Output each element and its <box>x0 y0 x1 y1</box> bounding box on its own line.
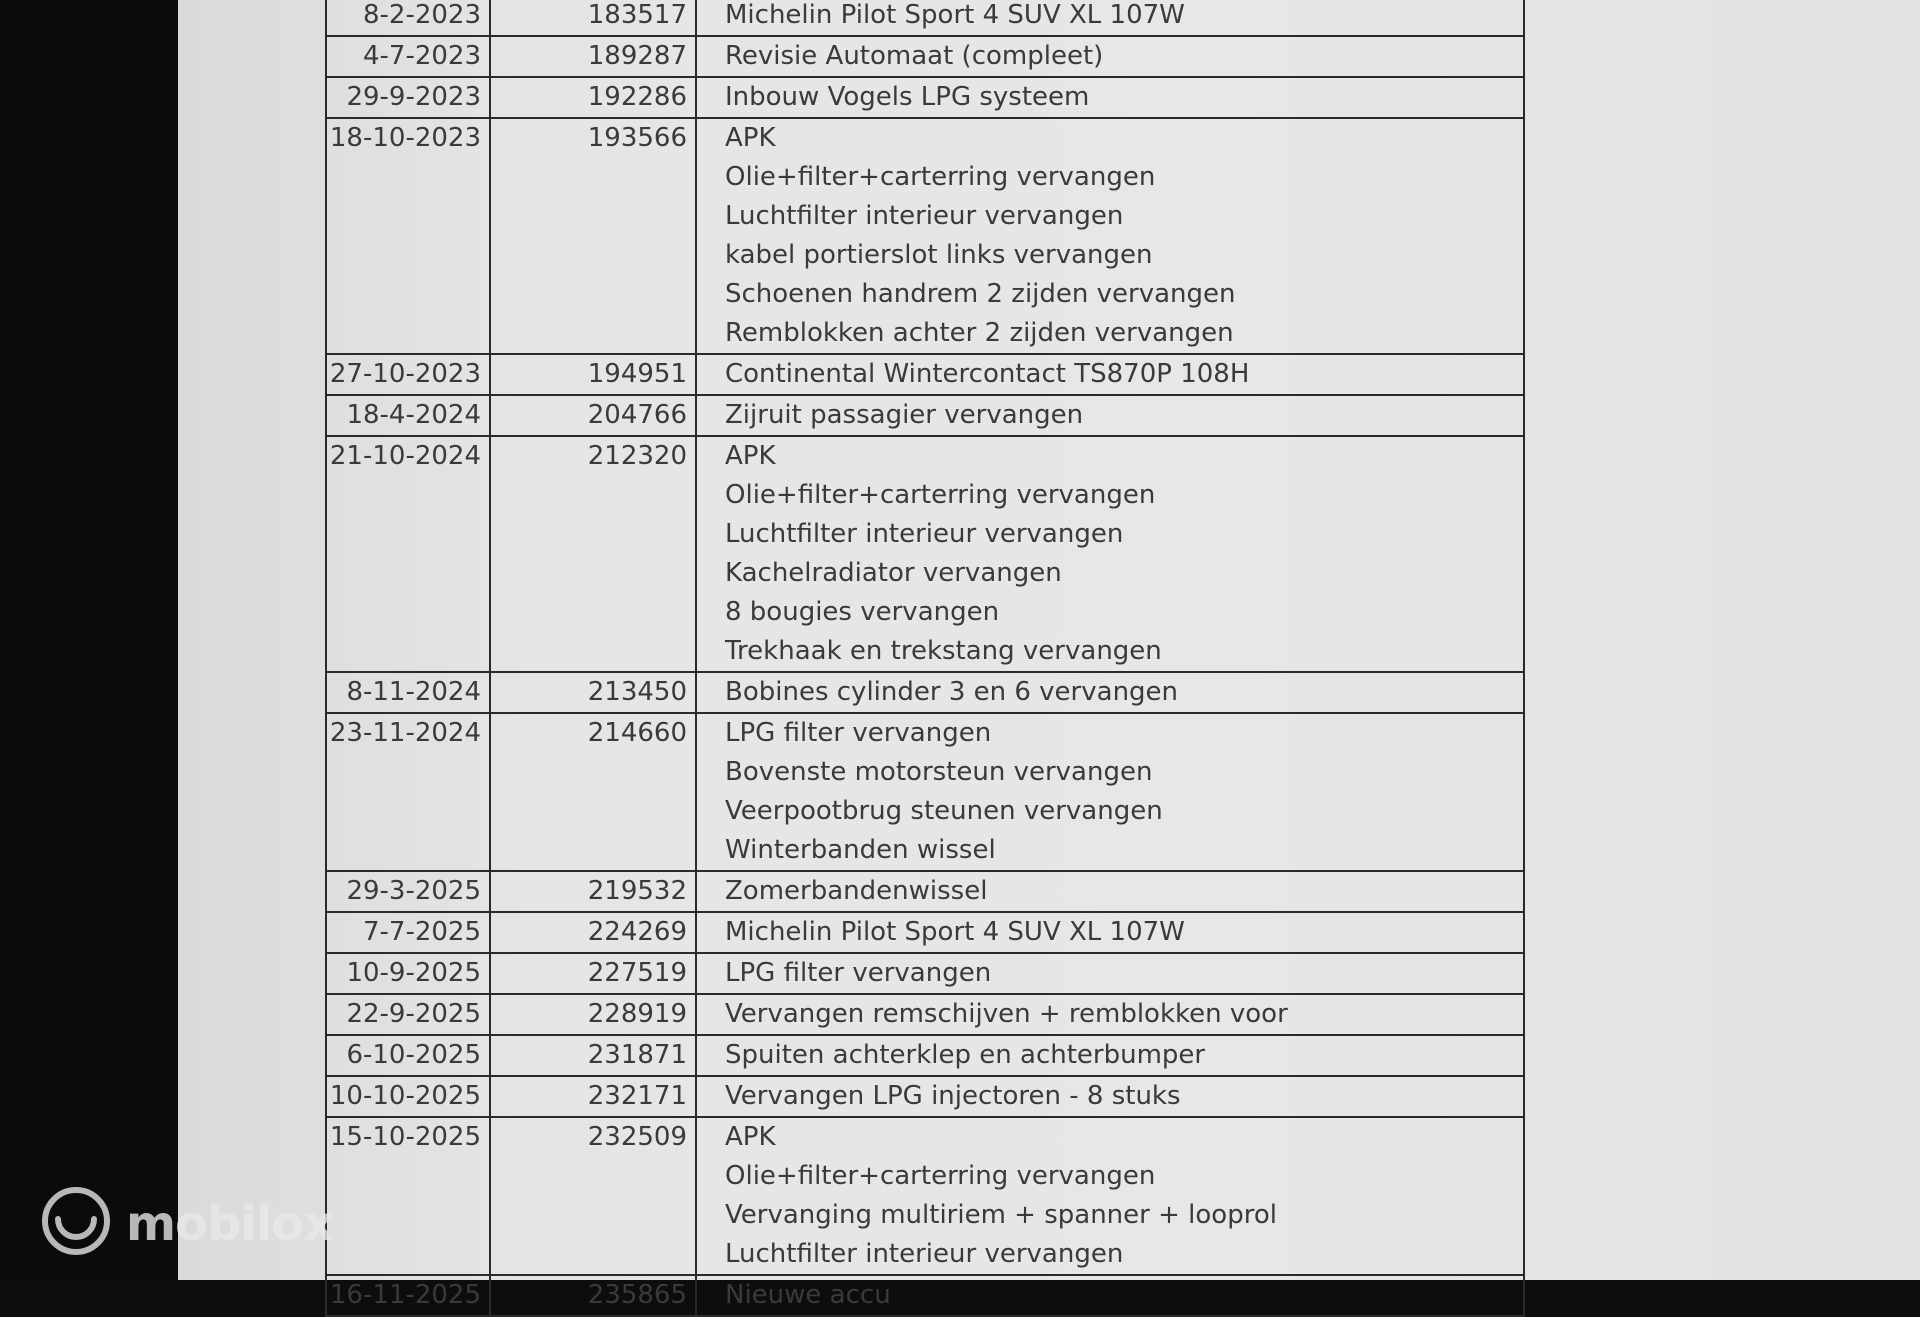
log-description-line: Luchtfilter interieur vervangen <box>725 201 1124 231</box>
log-mileage-cell <box>490 436 696 672</box>
log-description-cell <box>696 118 1524 354</box>
log-description-line: Vervangen LPG injectoren - 8 stuks <box>725 1081 1181 1111</box>
log-date: 8-11-2024 <box>346 677 481 707</box>
log-description-cell <box>696 713 1524 871</box>
log-row <box>326 1035 1524 1076</box>
log-description-line: Luchtfilter interieur vervangen <box>725 1239 1124 1269</box>
log-row <box>326 1117 1524 1275</box>
log-row <box>326 672 1524 713</box>
log-description-line: Olie+filter+carterring vervangen <box>725 480 1156 510</box>
log-description-line: Luchtfilter interieur vervangen <box>725 519 1124 549</box>
log-date-cell <box>326 0 490 36</box>
log-description-line: Olie+filter+carterring vervangen <box>725 1161 1156 1191</box>
log-description-cell <box>696 672 1524 713</box>
log-mileage-cell <box>490 395 696 436</box>
log-description-line: Nieuwe accu <box>725 1280 891 1310</box>
log-row <box>326 395 1524 436</box>
log-mileage: 204766 <box>587 400 687 430</box>
watermark-brand-text: mobilox <box>126 1195 334 1252</box>
log-description-line: Kachelradiator vervangen <box>725 558 1062 588</box>
log-row <box>326 36 1524 77</box>
log-mileage-cell <box>490 0 696 36</box>
log-date: 6-10-2025 <box>346 1040 481 1070</box>
log-row <box>326 0 1524 36</box>
watermark <box>40 1185 333 1262</box>
log-mileage: 194951 <box>587 359 687 389</box>
log-date: 15-10-2025 <box>329 1122 481 1152</box>
log-mileage: 189287 <box>587 41 687 71</box>
log-date-cell <box>326 713 490 871</box>
log-row <box>326 118 1524 354</box>
log-mileage-cell <box>490 994 696 1035</box>
log-mileage: 231871 <box>587 1040 687 1070</box>
maintenance-log-table <box>325 0 1525 1317</box>
log-row <box>326 77 1524 118</box>
log-date-cell <box>326 436 490 672</box>
log-date: 18-10-2023 <box>329 123 481 153</box>
log-description-line: Bobines cylinder 3 en 6 vervangen <box>725 677 1179 707</box>
maintenance-log-body <box>326 0 1524 1316</box>
log-description-line: APK <box>725 441 776 471</box>
log-description-line: Remblokken achter 2 zijden vervangen <box>725 318 1234 348</box>
log-date-cell <box>326 354 490 395</box>
log-date-cell <box>326 36 490 77</box>
log-description-line: Inbouw Vogels LPG systeem <box>725 82 1090 112</box>
log-description-line: APK <box>725 123 776 153</box>
log-description-line: Michelin Pilot Sport 4 SUV XL 107W <box>725 0 1185 30</box>
log-date-cell <box>326 1117 490 1275</box>
log-date-cell <box>326 1035 490 1076</box>
log-description-cell <box>696 354 1524 395</box>
log-date: 4-7-2023 <box>362 41 481 71</box>
log-mileage-cell <box>490 912 696 953</box>
log-date: 10-10-2025 <box>329 1081 481 1111</box>
log-description-cell <box>696 36 1524 77</box>
log-date: 21-10-2024 <box>329 441 481 471</box>
log-description-line: Revisie Automaat (compleet) <box>725 41 1104 71</box>
log-description-line: LPG filter vervangen <box>725 718 992 748</box>
log-mileage-cell <box>490 1275 696 1316</box>
log-description-line: Trekhaak en trekstang vervangen <box>725 636 1162 666</box>
log-description-cell <box>696 1117 1524 1275</box>
log-date-cell <box>326 118 490 354</box>
log-date-cell <box>326 953 490 994</box>
log-mileage: 214660 <box>587 718 687 748</box>
log-row <box>326 994 1524 1035</box>
log-description-line: Vervanging multiriem + spanner + looprol <box>725 1200 1277 1230</box>
log-date-cell <box>326 1076 490 1117</box>
log-date: 27-10-2023 <box>329 359 481 389</box>
log-description-line: Spuiten achterklep en achterbumper <box>725 1040 1206 1070</box>
log-description-cell <box>696 0 1524 36</box>
log-mileage-cell <box>490 1076 696 1117</box>
log-date-cell <box>326 1275 490 1316</box>
log-mileage: 232509 <box>587 1122 687 1152</box>
log-mileage: 228919 <box>587 999 687 1029</box>
log-row <box>326 1076 1524 1117</box>
log-mileage-cell <box>490 118 696 354</box>
log-description-line: Winterbanden wissel <box>725 835 996 865</box>
log-description-cell <box>696 994 1524 1035</box>
log-description-cell <box>696 77 1524 118</box>
log-mileage: 213450 <box>587 677 687 707</box>
log-description-line: APK <box>725 1122 776 1152</box>
log-mileage: 224269 <box>587 917 687 947</box>
log-description-line: Continental Wintercontact TS870P 108H <box>725 359 1250 389</box>
log-mileage-cell <box>490 672 696 713</box>
log-mileage: 212320 <box>587 441 687 471</box>
log-description-line: Olie+filter+carterring vervangen <box>725 162 1156 192</box>
log-mileage: 235865 <box>587 1280 687 1310</box>
log-date-cell <box>326 77 490 118</box>
log-mileage: 227519 <box>587 958 687 988</box>
mobilox-logo-icon <box>40 1185 112 1262</box>
log-description-line: Veerpootbrug steunen vervangen <box>725 796 1163 826</box>
log-date: 10-9-2025 <box>346 958 481 988</box>
log-date: 16-11-2025 <box>329 1280 481 1310</box>
log-description-cell <box>696 1076 1524 1117</box>
log-row <box>326 912 1524 953</box>
log-date: 18-4-2024 <box>346 400 481 430</box>
log-date-cell <box>326 994 490 1035</box>
log-date-cell <box>326 395 490 436</box>
log-description-cell <box>696 395 1524 436</box>
log-mileage: 219532 <box>587 876 687 906</box>
log-description-cell <box>696 436 1524 672</box>
log-date-cell <box>326 871 490 912</box>
log-mileage-cell <box>490 713 696 871</box>
log-mileage: 183517 <box>587 0 687 30</box>
log-description-line: Bovenste motorsteun vervangen <box>725 757 1153 787</box>
log-date-cell <box>326 912 490 953</box>
log-description-line: kabel portierslot links vervangen <box>725 240 1153 270</box>
log-mileage: 232171 <box>587 1081 687 1111</box>
log-description-cell <box>696 953 1524 994</box>
log-mileage-cell <box>490 354 696 395</box>
log-date: 23-11-2024 <box>329 718 481 748</box>
log-row <box>326 953 1524 994</box>
log-description-cell <box>696 1035 1524 1076</box>
log-description-line: Zomerbandenwissel <box>725 876 988 906</box>
log-mileage: 193566 <box>587 123 687 153</box>
log-date: 22-9-2025 <box>346 999 481 1029</box>
log-mileage-cell <box>490 871 696 912</box>
log-description-line: 8 bougies vervangen <box>725 597 1000 627</box>
log-row <box>326 436 1524 672</box>
log-date: 7-7-2025 <box>362 917 481 947</box>
log-row <box>326 1275 1524 1316</box>
log-description-cell <box>696 1275 1524 1316</box>
log-description-line: Schoenen handrem 2 zijden vervangen <box>725 279 1236 309</box>
log-description-line: Michelin Pilot Sport 4 SUV XL 107W <box>725 917 1185 947</box>
log-description-line: Vervangen remschijven + remblokken voor <box>725 999 1288 1029</box>
log-row <box>326 713 1524 871</box>
log-mileage-cell <box>490 36 696 77</box>
log-mileage-cell <box>490 1117 696 1275</box>
log-description-line: LPG filter vervangen <box>725 958 992 988</box>
log-mileage-cell <box>490 953 696 994</box>
log-date: 29-3-2025 <box>346 876 481 906</box>
log-mileage-cell <box>490 77 696 118</box>
log-date: 29-9-2023 <box>346 82 481 112</box>
log-row <box>326 354 1524 395</box>
log-row <box>326 871 1524 912</box>
log-date: 8-2-2023 <box>362 0 481 30</box>
log-mileage-cell <box>490 1035 696 1076</box>
log-description-cell <box>696 912 1524 953</box>
log-mileage: 192286 <box>587 82 687 112</box>
log-description-cell <box>696 871 1524 912</box>
log-description-line: Zijruit passagier vervangen <box>725 400 1084 430</box>
log-date-cell <box>326 672 490 713</box>
